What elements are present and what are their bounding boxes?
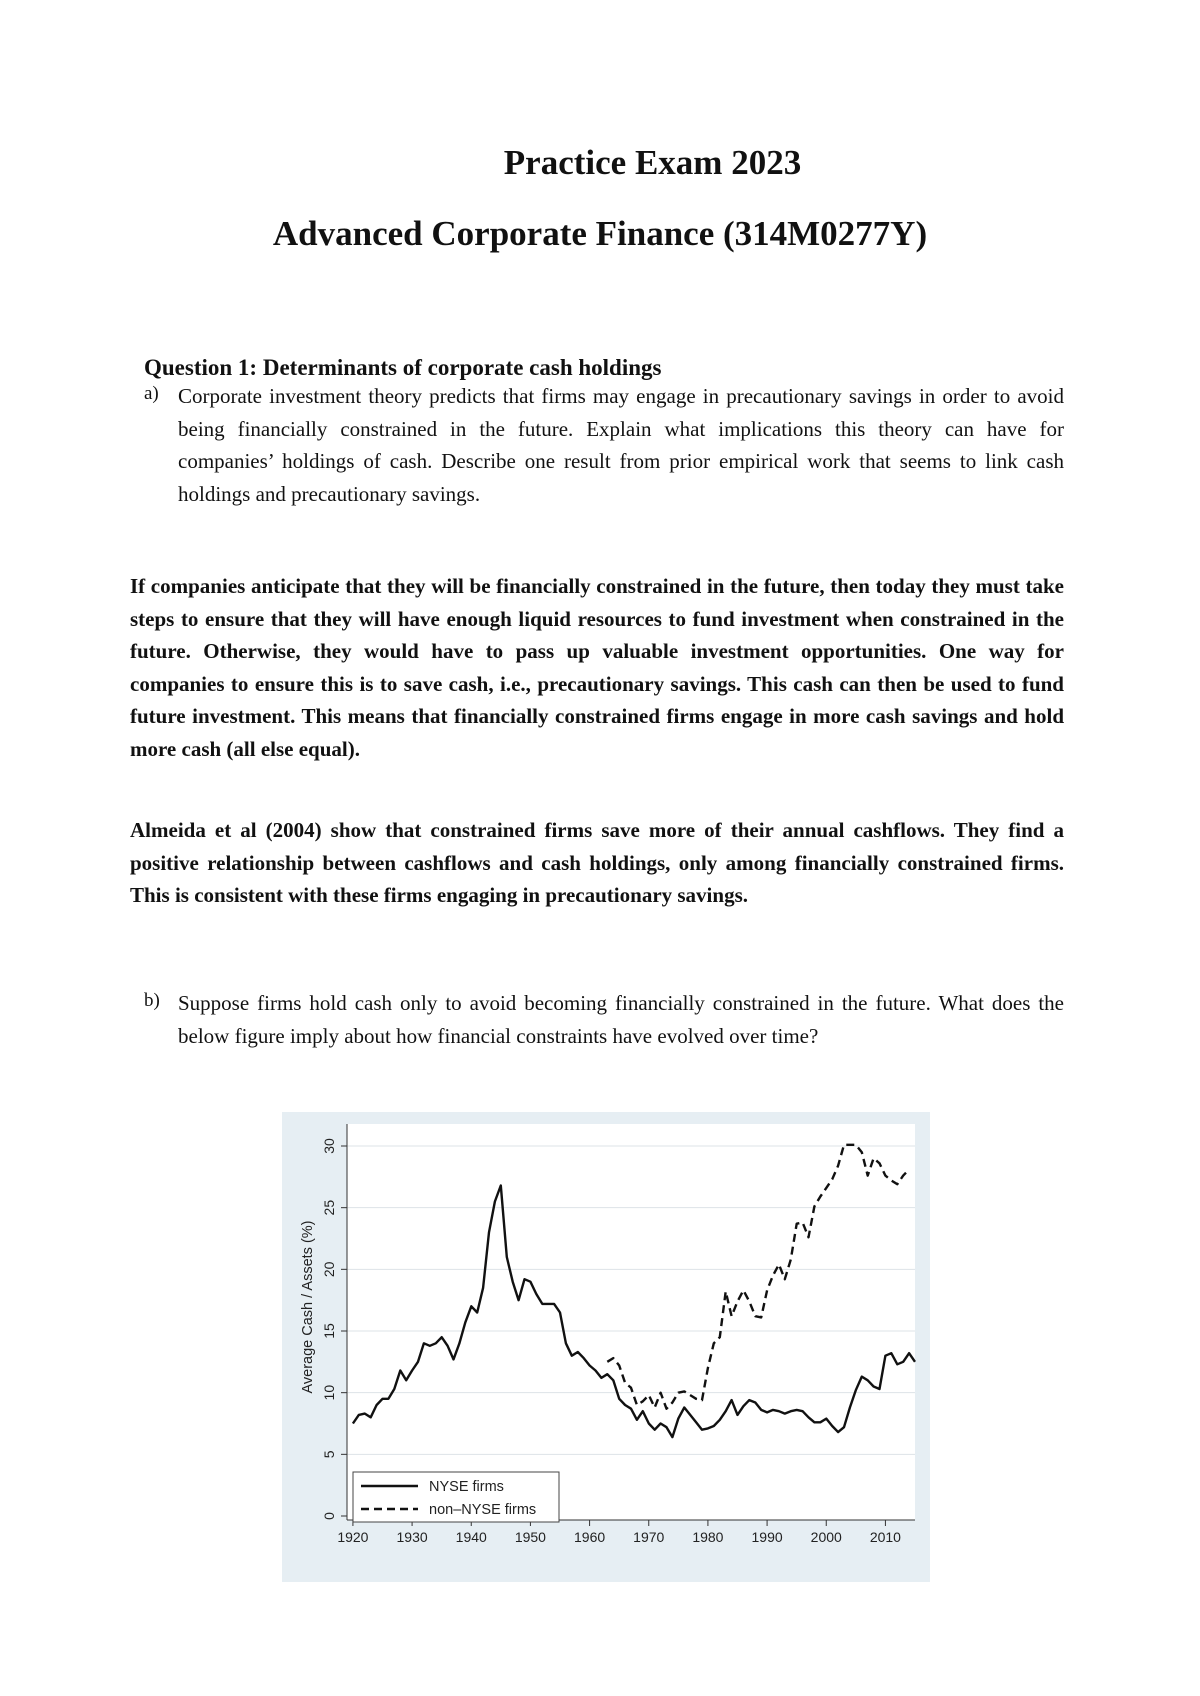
answer-paragraph-2: Almeida et al (2004) show that constrained firms save more of their annual cashflows. They find a positive relationship between cashflows and cash holdings, only among financially constrained firms. This is consistent with these firms engaging in precautionary savings. <box>130 818 1064 907</box>
y-tick-label: 15 <box>321 1323 337 1339</box>
legend <box>353 1472 559 1522</box>
y-tick-label: 5 <box>321 1450 337 1459</box>
y-tick-label: 0 <box>321 1512 337 1520</box>
y-tick-label: 20 <box>321 1261 337 1278</box>
figure-panel <box>282 1112 930 1582</box>
x-tick-label: 1990 <box>751 1529 783 1545</box>
x-tick-label: 1920 <box>337 1529 369 1545</box>
x-tick-label: 2010 <box>869 1529 901 1545</box>
y-tick-label: 10 <box>321 1384 337 1401</box>
answer-paragraph-1: If companies anticipate that they will be financially constrained in the future, then today they must take steps to ensure that they will have enough liquid resources to fund investment when constrained in the future. Otherwise, they would have to pass up valuable investment opportunities. One way for companies to ensure this is to save cash, i.e., precautionary savings. This cash can then be used to fund future investment. This means that financially constrained firms engage in more cash savings and hold more cash (all else equal). <box>130 574 1064 761</box>
x-tick-label: 1970 <box>633 1529 665 1545</box>
question-heading: Question 1: Determinants of corporate cash holdings <box>144 355 662 380</box>
part-a-marker: a) <box>144 383 159 404</box>
x-tick-label: 1950 <box>514 1529 546 1545</box>
part-b-text: Suppose firms hold cash only to avoid becoming financially constrained in the future. What does the below figure imply about how financial constraints have evolved over time? <box>178 991 1064 1048</box>
part-b-marker: b) <box>144 990 160 1011</box>
x-tick-label: 1940 <box>455 1529 487 1545</box>
course-title: Advanced Corporate Finance (314M0277Y) <box>272 214 928 253</box>
part-a-text: Corporate investment theory predicts that firms may engage in precautionary savings in order to avoid being financially constrained in the future. Explain what implications this theory can have for companies’ holdings of cash. Describe one result from prior empirical work that seems to link cash holdings and precautionary savings. <box>178 384 1064 506</box>
y-tick-label: 30 <box>321 1138 337 1154</box>
exam-title: Practice Exam 2023 <box>503 143 802 182</box>
x-tick-label: 1980 <box>692 1529 724 1545</box>
y-tick-label: 25 <box>321 1199 337 1216</box>
y-axis-label: Average Cash / Assets (%) <box>300 1220 316 1394</box>
legend-label-nyse: NYSE firms <box>429 1479 504 1495</box>
cash-holdings-chart <box>282 1112 930 1582</box>
x-tick-label: 1960 <box>574 1529 606 1545</box>
legend-label-non-nyse: non–NYSE firms <box>429 1502 537 1518</box>
plot-area <box>347 1124 915 1520</box>
x-tick-label: 1930 <box>396 1529 428 1545</box>
x-tick-label: 2000 <box>810 1529 842 1545</box>
